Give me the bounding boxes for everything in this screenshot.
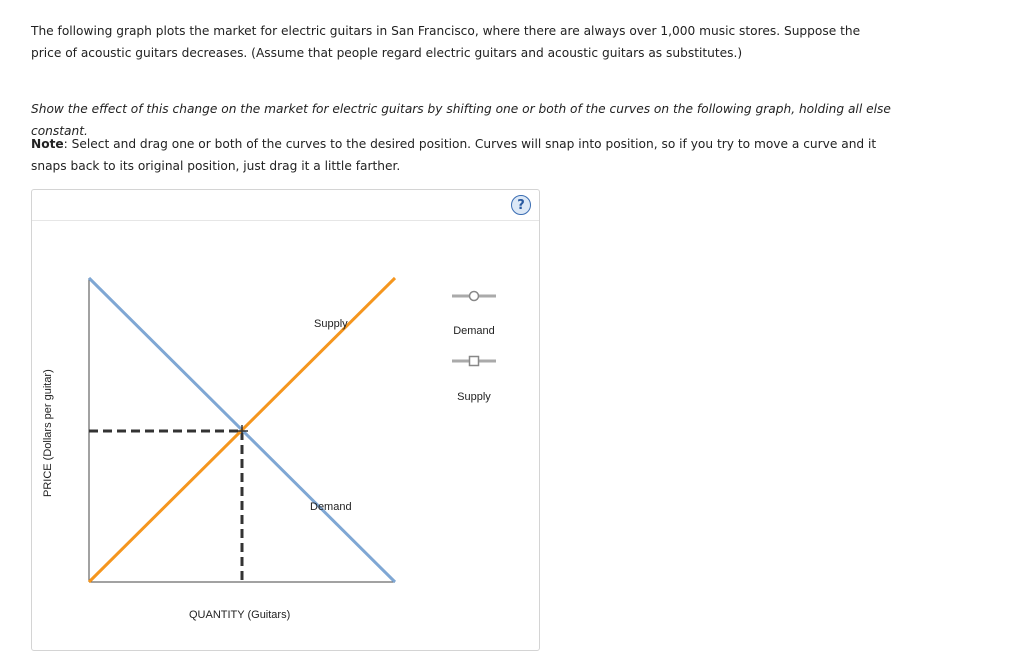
legend-demand-circle-icon xyxy=(470,292,479,301)
supply-curve-label: Supply xyxy=(314,318,348,330)
legend-supply-tool[interactable] xyxy=(452,357,496,404)
note-label: Note xyxy=(31,137,64,151)
legend-demand-label: Demand xyxy=(453,325,495,337)
x-axis-label: QUANTITY (Guitars) xyxy=(189,609,291,621)
demand-curve-label: Demand xyxy=(310,501,352,513)
question-instruction: Show the effect of this change on the market for electric guitars by shifting one or both of the curves on the following graph, holding all else constant. xyxy=(31,102,891,138)
y-axis-label: PRICE (Dollars per guitar) xyxy=(42,369,54,497)
legend-demand-tool[interactable] xyxy=(452,292,496,338)
legend-supply-label: Supply xyxy=(457,391,491,403)
note-text: : Select and drag one or both of the curves to the desired position. Curves will snap into position, so if you try to move a curve and it snaps back to its original position, just drag it a little farther. xyxy=(31,137,877,173)
legend-supply-square-icon xyxy=(470,357,479,366)
question-intro: The following graph plots the market for electric guitars in San Francisco, where there are always over 1,000 music stores. Suppose the price of acoustic guitars decreases. (Assume that people regard electric guitars and acoustic guitars as substitutes.) xyxy=(31,24,861,60)
help-icon[interactable]: ? xyxy=(511,195,531,215)
